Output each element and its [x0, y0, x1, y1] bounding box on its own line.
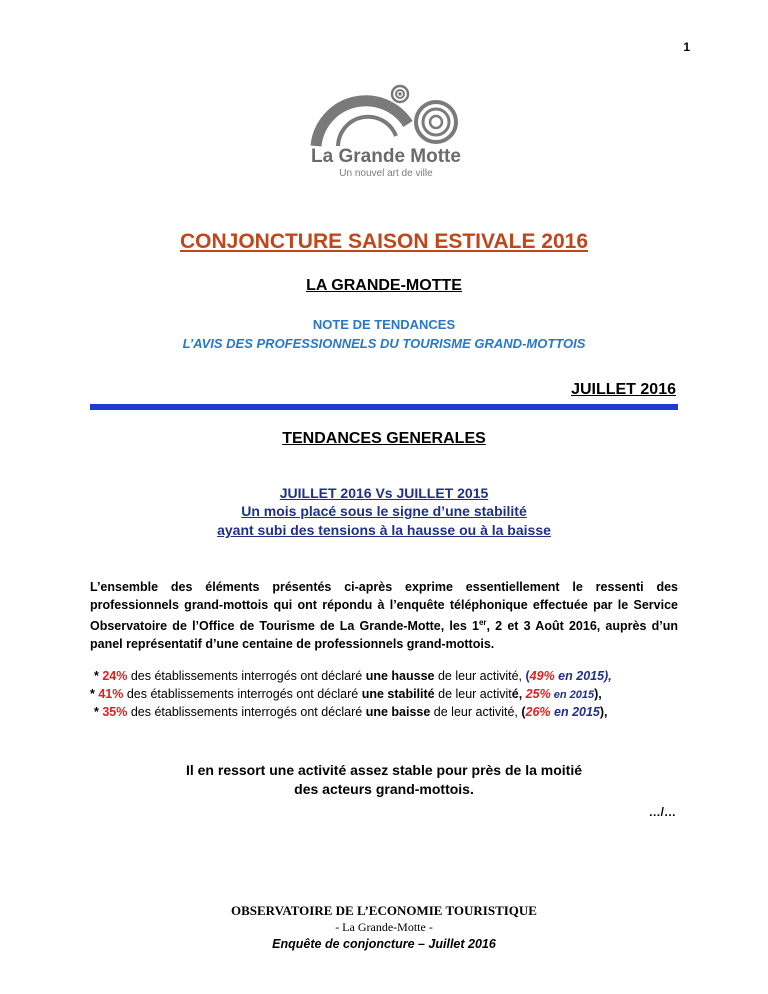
la-grande-motte-logo: [296, 80, 476, 190]
note-subheading: L’AVIS DES PROFESSIONNELS DU TOURISME GRAND-MOTTOIS: [182, 336, 586, 351]
conclusion-line: des acteurs grand-mottois.: [294, 781, 474, 797]
comparison-line: Un mois placé sous le signe d’une stabilité: [241, 503, 527, 519]
continued-marker: …/…: [648, 805, 676, 819]
footer-organization: OBSERVATOIRE DE L’ECONOMIE TOURISTIQUE: [231, 903, 537, 918]
logo-name: La Grande Motte: [311, 146, 461, 167]
month-heading: JUILLET 2016: [571, 381, 676, 398]
stat-line-hausse: * 24% des établissements interrogés ont déclaré une hausse de leur activité, (49% en 2015),: [94, 669, 612, 683]
stat-line-stabilite: * 41% des établissements interrogés ont déclaré une stabilité de leur activité, 25% en 2015),: [90, 687, 602, 701]
page-number: 1: [683, 40, 690, 54]
comparison-line: JUILLET 2016 Vs JUILLET 2015: [279, 485, 489, 501]
intro-paragraph: L’ensemble des éléments présentés ci-après exprime essentiellement le ressenti des professionnels grand-mottois qui ont répondu à l’enquête téléphonique effectuée par le Service Observatoire de l’Office de Tourisme de La Grande-Motte, les 1er, 2 et 3 Août 2016, auprès d’un panel représentatif d’une centaine de professionnels grand-mottois.: [90, 580, 678, 652]
logo-tagline: Un nouvel art de ville: [339, 168, 433, 179]
footer-location: - La Grande-Motte -: [335, 920, 433, 934]
footer-survey: Enquête de conjoncture – Juillet 2016: [272, 937, 496, 951]
note-heading: NOTE DE TENDANCES: [312, 317, 456, 332]
stat-line-baisse: * 35% des établissements interrogés ont déclaré une baisse de leur activité, (26% en 2015),: [94, 705, 608, 719]
page-subtitle: LA GRANDE-MOTTE: [306, 277, 462, 294]
comparison-line: ayant subi des tensions à la hausse ou à la baisse: [217, 522, 551, 538]
section-title: TENDANCES GENERALES: [282, 430, 486, 447]
conclusion-line: Il en ressort une activité assez stable pour près de la moitié: [185, 762, 583, 778]
blue-divider: [90, 404, 678, 410]
page-title: CONJONCTURE SAISON ESTIVALE 2016: [179, 230, 589, 253]
